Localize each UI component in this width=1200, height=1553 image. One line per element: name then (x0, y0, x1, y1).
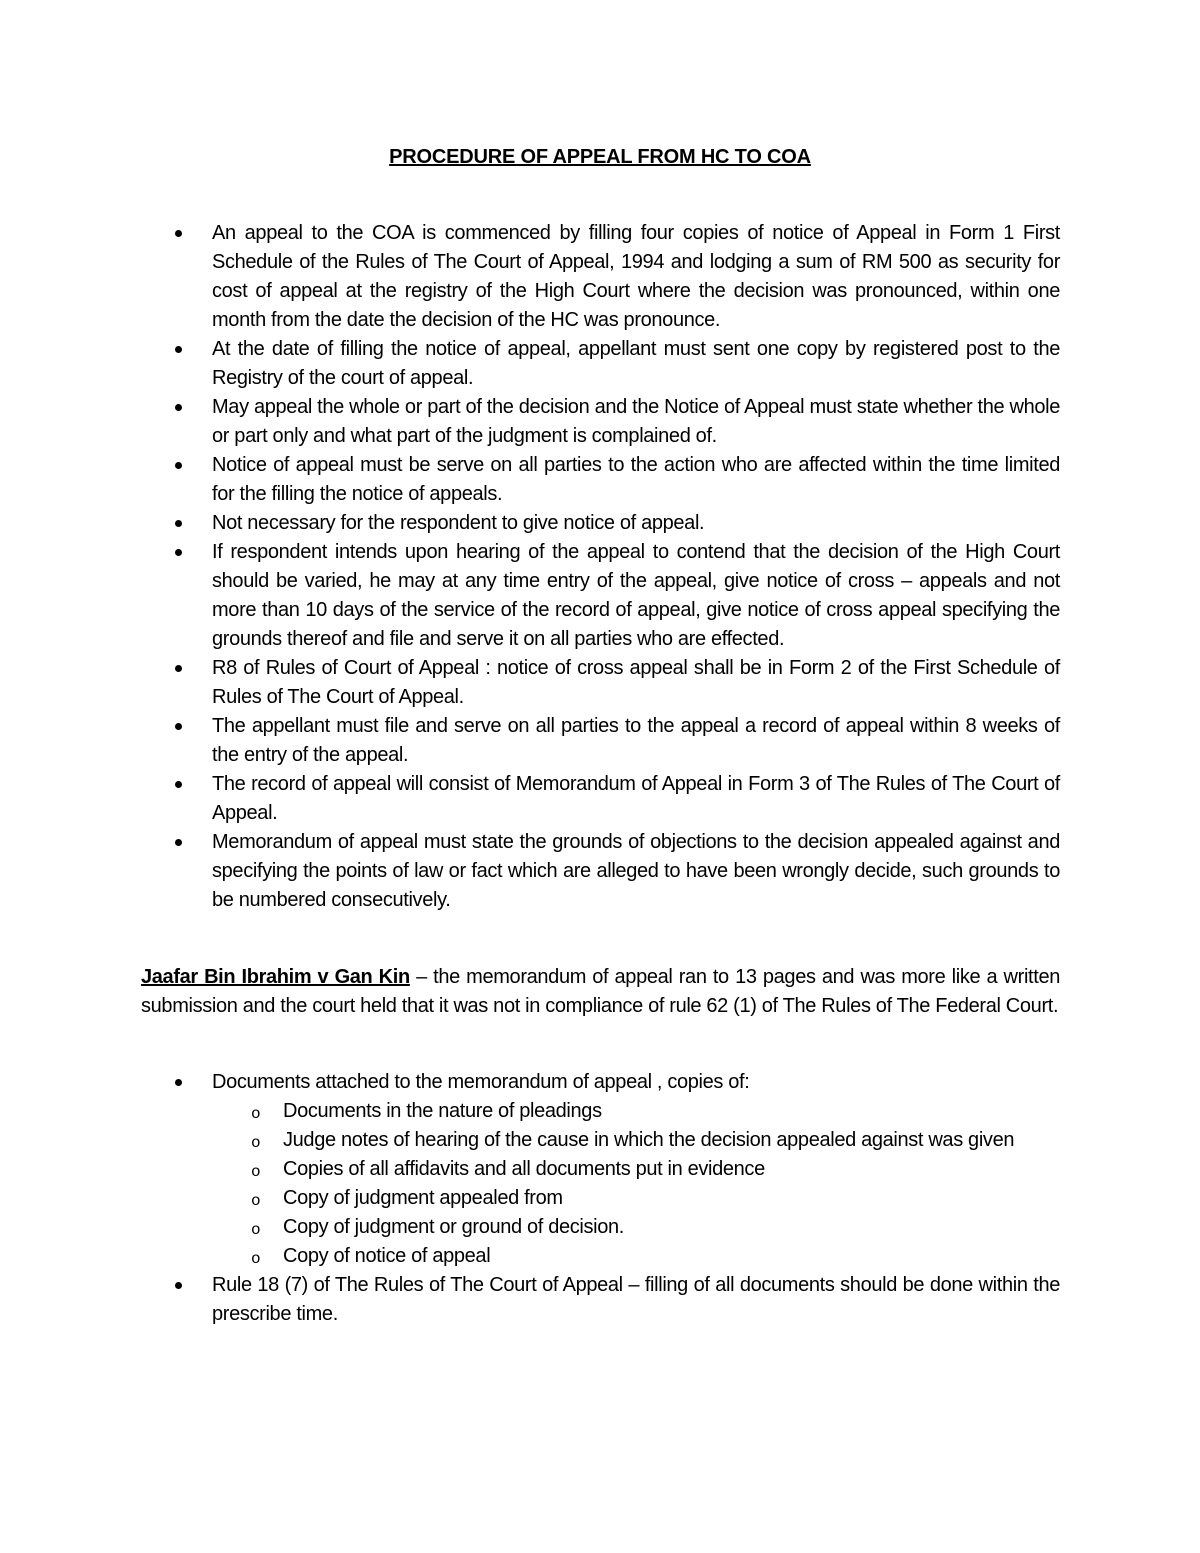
bullet-item: May appeal the whole or part of the decision and the Notice of Appeal must state whether the whole or part only and what part of the judgment is complained of. (141, 393, 1060, 451)
sub-list-item: o Copy of judgment appealed from (212, 1184, 1060, 1213)
page-title: PROCEDURE OF APPEAL FROM HC TO COA (389, 146, 811, 168)
sub-list-item: o Copy of judgment or ground of decision. (212, 1213, 1060, 1242)
bullet-item: R8 of Rules of Court of Appeal : notice of cross appeal shall be in Form 2 of the First Schedule of Rules of The Court of Appeal. (141, 654, 1060, 712)
bullet-item: If respondent intends upon hearing of the appeal to contend that the decision of the High Court should be varied, he may at any time entry of the appeal, give notice of cross – appeals and not more than 10 days of the service of the record of appeal, give notice of cross appeal specifying the grounds thereof and file and serve it on all parties who are effected. (141, 538, 1060, 654)
bullet-item: Memorandum of appeal must state the grounds of objections to the decision appealed against and specifying the points of law or fact which are alleged to have been wrongly decide, such grounds to be numbered consecutively. (141, 828, 1060, 915)
case-paragraph (141, 963, 1060, 1021)
bullet-item: The appellant must file and serve on all parties to the appeal a record of appeal within 8 weeks of the entry of the appeal. (141, 712, 1060, 770)
sub-list-item: o Judge notes of hearing of the cause in which the decision appealed against was given (212, 1126, 1060, 1155)
case-name: Jaafar Bin Ibrahim v Gan Kin (141, 966, 410, 988)
documents-intro: Documents attached to the memorandum of appeal , copies of: (212, 1071, 750, 1093)
procedure-bullet-list (141, 219, 1060, 915)
bullet-item: An appeal to the COA is commenced by filling four copies of notice of Appeal in Form 1 First Schedule of the Rules of The Court of Appeal, 1994 and lodging a sum of RM 500 as security for cost of appeal at the registry of the High Court where the decision was pronounced, within one month from the date the decision of the HC was pronounce. (141, 219, 1060, 335)
case-text: – the memorandum of appeal ran to 13 pages and was more like a written submission and the court held that it was not in compliance of rule 62 (1) of The Rules of The Federal Court. (141, 966, 1060, 1017)
sub-list-item: o Documents in the nature of pleadings (212, 1097, 1060, 1126)
bullet-item: At the date of filling the notice of appeal, appellant must sent one copy by registered post to the Registry of the court of appeal. (141, 335, 1060, 393)
documents-list-block (141, 1068, 1060, 1329)
procedure-list-block (141, 219, 1060, 915)
documents-sub-list (212, 1097, 1060, 1271)
bullet-item: Rule 18 (7) of The Rules of The Court of Appeal – filling of all documents should be done within the prescribe time. (141, 1271, 1060, 1329)
sub-list-item: o Copies of all affidavits and all documents put in evidence (212, 1155, 1060, 1184)
sub-list-item: o Copy of notice of appeal (212, 1242, 1060, 1271)
documents-bullet (141, 1068, 1060, 1271)
bullet-item: Not necessary for the respondent to give notice of appeal. (141, 509, 1060, 538)
documents-bullet-list (141, 1068, 1060, 1329)
bullet-item: The record of appeal will consist of Memorandum of Appeal in Form 3 of The Rules of The Court of Appeal. (141, 770, 1060, 828)
bullet-item: Notice of appeal must be serve on all parties to the action who are affected within the time limited for the filling the notice of appeals. (141, 451, 1060, 509)
